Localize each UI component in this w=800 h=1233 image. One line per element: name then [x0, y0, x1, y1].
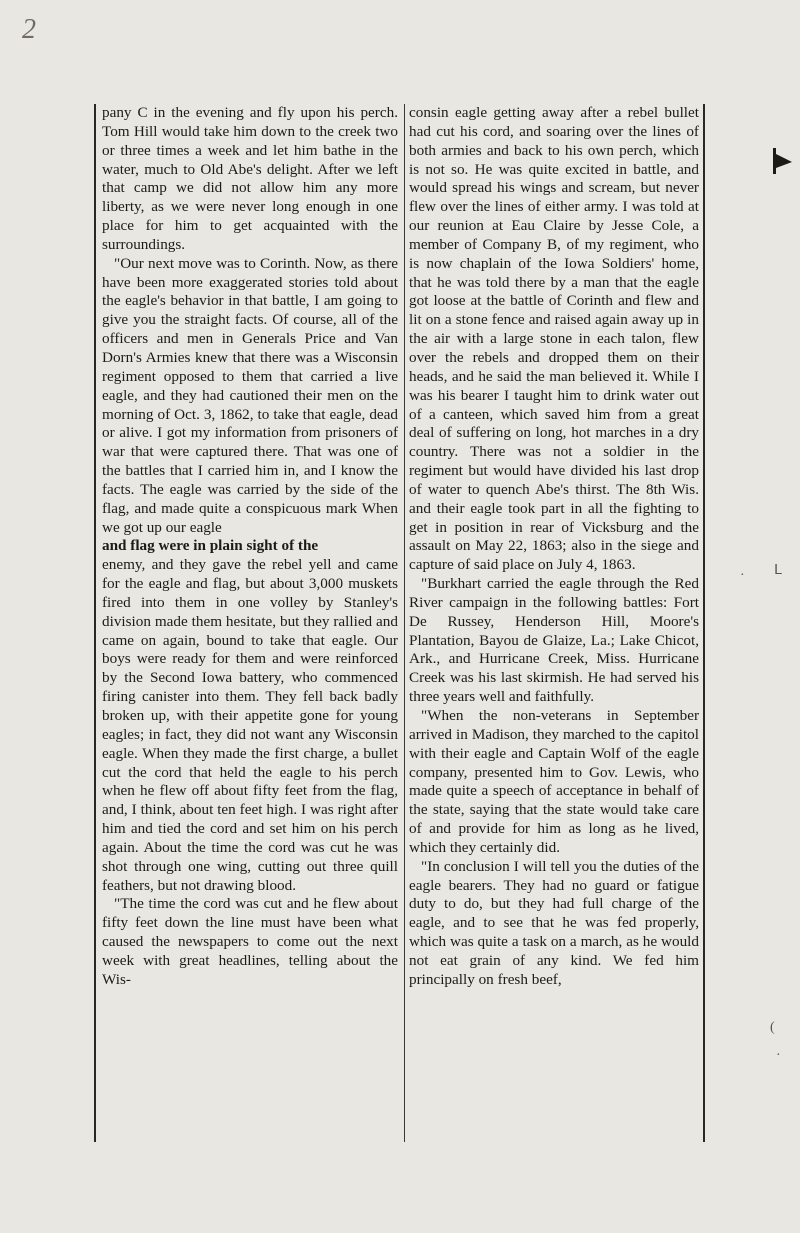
right-paragraph-2: "Burkhart carried the eagle through the Red River campaign in the following battles: Fort De Russey, Henderson Hill, Moore's Plantation, Bayou de Glaize, La.; Lake Chicot, Ark., and Hurricane Creek, Miss. Hurricane Creek was his last skirmish. He had served his three years well and faithfully.: [409, 575, 699, 706]
margin-flag-mark: [770, 148, 792, 174]
margin-tick-mark: ᒪ: [774, 563, 782, 578]
left-paragraph-2: "Our next move was to Corinth. Now, as there have been more exaggerated stories told about the eagle's behavior in that battle, I am going to give you the straight facts. Of course, all of the officers and men in Generals Price and Van Dorn's Armies knew that there was a Wisconsin regiment opposed to them that carried a live eagle, and they had cautioned their men on the morning of Oct. 3, 1862, to take that eagle, dead or alive. I got my information from prisoners of war that were captured there. That was one of the battles that I carried him in, and I know the facts. The eagle was carried by the side of the flag, and made quite a conspicuous mark When we got up our eagle: [102, 254, 398, 536]
page-number: 2: [22, 14, 37, 45]
margin-dot-mark: ·: [740, 568, 745, 583]
left-column: [94, 104, 398, 1142]
margin-curve-mark: (: [770, 1020, 775, 1035]
right-paragraph-3: "When the non-veterans in September arrived in Madison, they marched to the capitol with their eagle and Captain Wolf of the eagle company, presented him to Gov. Lewis, who made quite a speech of acceptance in behalf of the state, saying that the state would take care of and provide for him as long as he lived, which they certainly did.: [409, 707, 699, 856]
left-paragraph-1: pany C in the evening and fly upon his perch. Tom Hill would take him down to the creek two or three times a week and let him bathe in the water, much to Old Abe's delight. After we left that camp we did not allow him any more liberty, as we were never long enough in one place for him to get acquainted with the surroundings.: [102, 104, 398, 253]
right-paragraph-4: "In conclusion I will tell you the duties of the eagle bearers. They had no guard or fatigue duty to do, but they had full charge of the eagle, and to see that he was fed properly, which was quite a task on a march, as he would not eat grain of any kind. We fed him principally on fresh beef,: [409, 857, 699, 988]
margin-dot-mark-2: ·: [776, 1048, 781, 1063]
right-paragraph-1: consin eagle getting away after a rebel bullet had cut his cord, and soaring over the lines of both armies and back to his own perch, which is not so. He was quite excited in battle, and would spread his wings and scream, but never flew over the lines of either army. I was told at our reunion at Eau Claire by Jesse Cole, a member of Company B, of my regiment, who is now chaplain of the Iowa Soldiers' home, that he was told there by a man that the eagle got loose at the battle of Corinth and flew and lit on a stone fence and raised again away up in the air with a large stone in each talon, flew over the rebels and dropped them on their heads, and he said the man believed it. While I was his bearer I taught him to drink water out of a canteen, which saved him from a great deal of suffering on long, hot marches in a dry country. There was not a soldier in the regiment but would have divided his last drop of water to quench Abe's thirst. The 8th Wis. and their eagle took part in all the fighting to get in position in rear of Vicksburg and the assault on May 22, 1863; also in the siege and capture of said place on July 4, 1863.: [409, 104, 699, 574]
left-paragraph-3: enemy, and they gave the rebel yell and came for the eagle and flag, but about 3,000 muskets fired into them in one volley by Stanley's division made them hesitate, but they rallied and came on again, bound to take that eagle. Our boys were ready for them and were reinforced by the Second Iowa battery, who commenced firing canister into them. They fell back badly broken up, with their appetite gone for young eagles; in fact, they did not want any Wisconsin eagle. When they made the first charge, a bullet cut the cord that held the eagle to his perch when he flew off about fifty feet from the flag, and, I think, about ten feet high. I was right after him and tied the cord and set him on his perch again. About the time the cord was cut he was shot through one wing, cutting out three quill feathers, but not drawing blood.: [102, 556, 398, 894]
left-paragraph-4: "The time the cord was cut and he flew about fifty feet down the line must have been what caused the newspapers to come out the next week with great headlines, telling about the Wis-: [102, 895, 398, 988]
left-bold-line: and flag were in plain sight of the: [102, 537, 319, 555]
right-column: [404, 104, 705, 1142]
